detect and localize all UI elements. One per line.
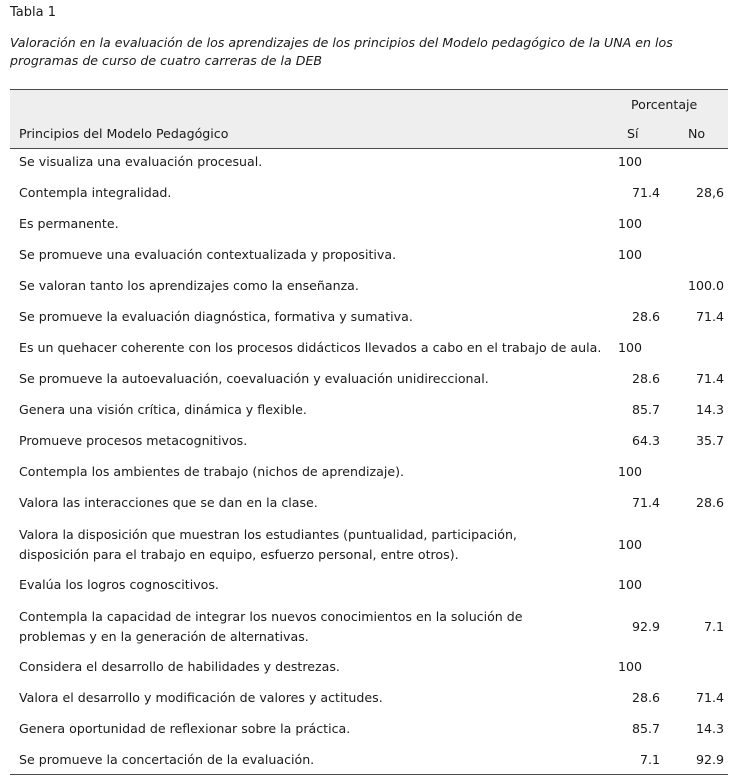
row-no-value: 28,6 (695, 185, 724, 200)
table-row (10, 749, 728, 780)
header-no: No (688, 126, 706, 141)
row-no-value: 100.0 (687, 278, 724, 293)
table-row (10, 337, 728, 368)
row-principle-label: Evalúa los logros cognoscitivos. (19, 577, 219, 592)
row-no-value: 71.4 (695, 309, 724, 324)
table-caption: Valoración en la evaluación de los aprendizajes de los principios del Modelo pedagógico de la UNA en los programas de curso de cuatro carreras de la DEB (10, 35, 673, 68)
table-row (10, 656, 728, 687)
row-si-value: 28.6 (631, 690, 660, 705)
table-row (10, 605, 728, 656)
row-principle-label: Se promueve la evaluación diagnóstica, formativa y sumativa. (19, 309, 413, 324)
row-no-value: 14.3 (695, 721, 724, 736)
row-principle-label: Se visualiza una evaluación procesual. (19, 154, 263, 169)
row-principle-label: Valora las interacciones que se dan en la clase. (19, 495, 318, 510)
row-principle-label: Se valoran tanto los aprendizajes como la enseñanza. (19, 278, 359, 293)
row-si-value: 92.9 (631, 619, 660, 634)
row-principle-label: Se promueve la concertación de la evaluación. (19, 752, 315, 767)
table-row (10, 306, 728, 337)
table-row (10, 523, 728, 574)
row-si-value: 100 (618, 659, 643, 674)
row-principle-label: Es permanente. (19, 216, 119, 231)
header-porcentaje: Porcentaje (631, 97, 698, 112)
row-principle-label: Valora el desarrollo y modificación de valores y actitudes. (19, 690, 383, 705)
table-row (10, 213, 728, 244)
row-no-value: 92.9 (695, 752, 724, 767)
row-si-value: 71.4 (631, 185, 660, 200)
row-si-value: 64.3 (631, 433, 660, 448)
table-row (10, 244, 728, 275)
row-si-value: 100 (618, 216, 643, 231)
table-row (10, 461, 728, 492)
row-si-value: 85.7 (631, 402, 660, 417)
table-row (10, 718, 728, 749)
row-si-value: 100 (618, 577, 643, 592)
row-principle-label: Considera el desarrollo de habilidades y destrezas. (19, 659, 340, 674)
row-principle-label: Genera oportunidad de reflexionar sobre la práctica. (19, 721, 351, 736)
row-principle-label: Se promueve la autoevaluación, coevaluación y evaluación unidireccional. (19, 371, 489, 386)
table-row (10, 368, 728, 399)
bottom-rule (10, 774, 728, 775)
row-si-value: 100 (618, 537, 643, 552)
row-si-value: 100 (618, 340, 643, 355)
row-principle-label: Se promueve una evaluación contextualizada y propositiva. (19, 247, 397, 262)
row-principle-label: Valora la disposición que muestran los estudiantes (puntualidad, participación, disposición para el trabajo en equipo, esfuerzo personal, entre otros). (19, 527, 517, 562)
row-principle-label: Contempla integralidad. (19, 185, 172, 200)
table-row (10, 574, 728, 605)
row-si-value: 71.4 (631, 495, 660, 510)
row-no-value: 14.3 (695, 402, 724, 417)
table-row (10, 687, 728, 718)
header-principios: Principios del Modelo Pedagógico (19, 126, 229, 141)
row-principle-label: Contempla los ambientes de trabajo (nichos de aprendizaje). (19, 464, 405, 479)
row-no-value: 35.7 (695, 433, 724, 448)
row-no-value: 71.4 (695, 690, 724, 705)
row-principle-label: Genera una visión crítica, dinámica y flexible. (19, 402, 307, 417)
row-si-value: 28.6 (631, 371, 660, 386)
row-no-value: 28.6 (695, 495, 724, 510)
row-si-value: 85.7 (631, 721, 660, 736)
row-principle-label: Contempla la capacidad de integrar los nuevos conocimientos en la solución de problemas y en la generación de alternativas. (19, 609, 523, 644)
row-si-value: 100 (618, 464, 643, 479)
row-principle-label: Es un quehacer coherente con los procesos didácticos llevados a cabo en el trabajo de aula. (19, 340, 602, 355)
header-si: Sí (627, 126, 639, 141)
table-row (10, 430, 728, 461)
row-principle-label: Promueve procesos metacognitivos. (19, 433, 248, 448)
table-row (10, 151, 728, 182)
row-si-value: 100 (618, 247, 643, 262)
table-row (10, 399, 728, 430)
table-row (10, 275, 728, 306)
table-row (10, 492, 728, 523)
row-si-value: 28.6 (631, 309, 660, 324)
row-no-value: 71.4 (695, 371, 724, 386)
top-rule (10, 89, 728, 90)
row-no-value: 7.1 (703, 619, 724, 634)
table-row (10, 182, 728, 213)
header-rule (10, 148, 728, 149)
table-number: Tabla 1 (10, 5, 56, 20)
row-si-value: 100 (618, 154, 643, 169)
row-si-value: 7.1 (639, 752, 660, 767)
